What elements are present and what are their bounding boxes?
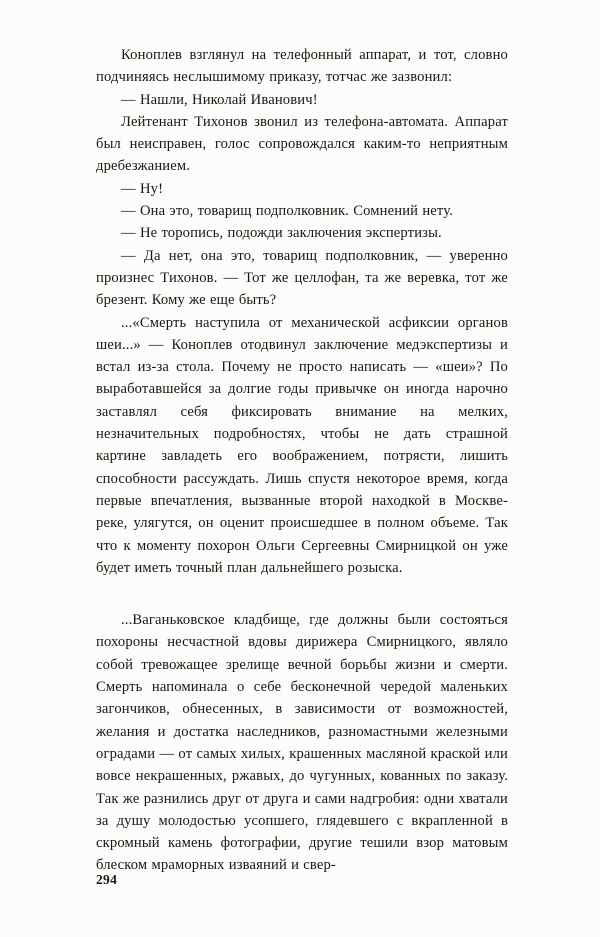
paragraph-7: — Да нет, она это, товарищ подполковник, — уверенно произнес Тихонов. — Тот же целлофан, та же веревка, тот же брезент. Кому же еще быть? [96, 247, 508, 309]
page-number: 294 [96, 872, 118, 887]
paragraph-3: Лейтенант Тихонов звонил из телефона-автомата. Аппарат был неисправен, голос сопровождался каким-то неприятным дребезжанием. [96, 113, 508, 175]
paragraph-5: — Она это, товарищ подполковник. Сомнений нету. [121, 203, 454, 220]
paragraph-9: ...Ваганьковское кладбище, где должны были состояться похороны несчастной вдовы дирижера Смирницкого, являло собой тревожащее зрелище вечной борьбы жизни и смерти. Смерть напоминала о себе бесконечной чередой маленьких загончиков, обнесенных, в зависимости от возможностей, желания и достатка наследников, разномастными железными оградами — от самых хилых, крашенных масляной краской или вовсе некрашенных, ржавых, до чугунных, кованных по заказу. Так же разнились друг от друга и сами надгробия: одни хватали за душу молодостью усопшего, глядевшего с вкрапленной в скромный камень фотографии, другие тешили взор матовым блеском мраморных изваяний и свер- [96, 612, 508, 874]
text-column [96, 44, 508, 877]
paragraph-1: Коноплев взглянул на телефонный аппарат, и тот, словно подчиняясь неслышимому приказу, тотчас же зазвонил: [96, 47, 508, 86]
paragraph-4: — Ну! [121, 180, 164, 197]
paragraph-6: — Не торопись, подожди заключения экспертизы. [121, 225, 442, 242]
paragraph-2: — Нашли, Николай Иванович! [121, 91, 318, 108]
paragraph-8: ...«Смерть наступила от механической асфиксии органов шеи...» — Коноплев отодвинул заключение медэкспертизы и встал из-за стола. Почему не просто написать — «шеи»? По выработавшейся за долгие годы привычке он иногда нарочно заставлял себя фиксировать внимание на мелких, незначительных подробностях, чтобы не дать страшной картине завладеть его воображением, потрясти, лишить способности рассуждать. Лишь спустя некоторое время, когда первые впечатления, вызванные второй находкой в Москве-реке, улягутся, он оценит происшедшее в полном объеме. Так что к моменту похорон Ольги Сергеевны Смирницкой он уже будет иметь точный план дальнейшего розыска. [96, 314, 508, 576]
paragraph-separator [96, 579, 508, 609]
